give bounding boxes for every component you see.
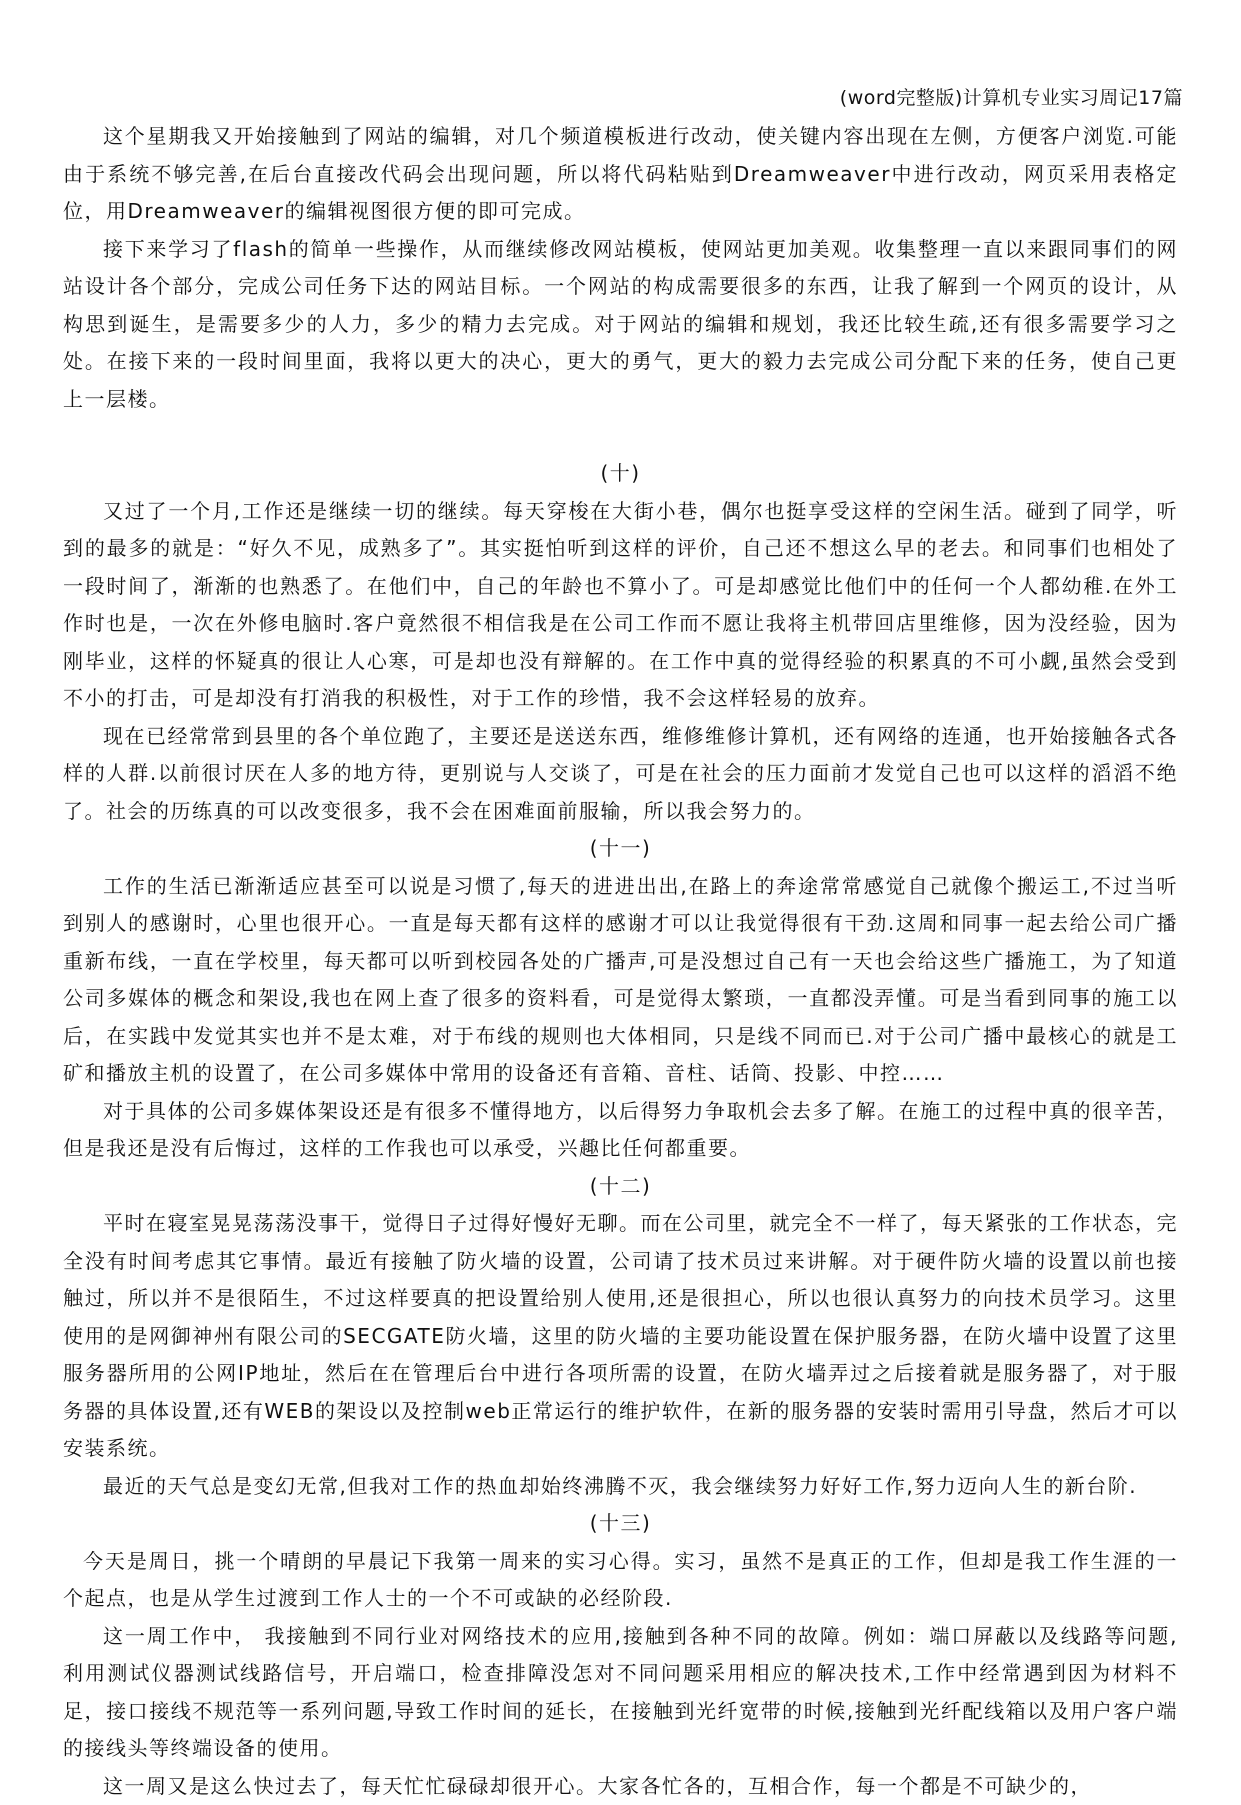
section-heading-10: (十) — [63, 455, 1178, 493]
paragraph: 工作的生活已渐渐适应甚至可以说是习惯了,每天的进进出出,在路上的奔途常常感觉自己就像个搬运工,不过当听到别人的感谢时，心里也很开心。一直是每天都有这样的感谢才可以让我觉得很有干劲.这周和同事一起去给公司广播重新布线，一直在学校里，每天都可以听到校园各处的广播声,可是没想过自己有一天也会给这些广播施工，为了知道公司多媒体的概念和架设,我也在网上查了很多的资料看，可是觉得太繁琐，一直都没弄懂。可是当看到同事的施工以后，在实践中发觉其实也并不是太难，对于布线的规则也大体相同，只是线不同而已.对于公司广播中最核心的就是工矿和播放主机的设置了，在公司多媒体中常用的设备还有音箱、音柱、话筒、投影、中控…… — [63, 868, 1178, 1093]
paragraph: 对于具体的公司多媒体架设还是有很多不懂得地方，以后得努力争取机会去多了解。在施工的过程中真的很辛苦，但是我还是没有后悔过，这样的工作我也可以承受，兴趣比任何都重要。 — [63, 1093, 1178, 1168]
section-gap — [63, 418, 1178, 455]
paragraph: 接下来学习了flash的简单一些操作，从而继续修改网站模板，使网站更加美观。收集整理一直以来跟同事们的网站设计各个部分，完成公司任务下达的网站目标。一个网站的构成需要很多的东西，让我了解到一个网页的设计，从构思到诞生，是需要多少的人力，多少的精力去完成。对于网站的编辑和规划，我还比较生疏,还有很多需要学习之处。在接下来的一段时间里面，我将以更大的决心，更大的勇气，更大的毅力去完成公司分配下来的任务，使自己更上一层楼。 — [63, 231, 1178, 419]
document-body — [63, 118, 1178, 1805]
section-heading-13: (十三) — [63, 1505, 1178, 1543]
section-heading-12: (十二) — [63, 1168, 1178, 1206]
paragraph: 最近的天气总是变幻无常,但我对工作的热血却始终沸腾不灭，我会继续努力好好工作,努力迈向人生的新台阶. — [63, 1468, 1178, 1506]
paragraph: 平时在寝室晃晃荡荡没事干，觉得日子过得好慢好无聊。而在公司里，就完全不一样了，每天紧张的工作状态，完全没有时间考虑其它事情。最近有接触了防火墙的设置，公司请了技术员过来讲解。对于硬件防火墙的设置以前也接触过，所以并不是很陌生，不过这样要真的把设置给别人使用,还是很担心，所以也很认真努力的向技术员学习。这里使用的是网御神州有限公司的SECGATE防火墙，这里的防火墙的主要功能设置在保护服务器，在防火墙中设置了这里服务器所用的公网IP地址，然后在在管理后台中进行各项所需的设置，在防火墙弄过之后接着就是服务器了，对于服务器的具体设置,还有WEB的架设以及控制web正常运行的维护软件，在新的服务器的安装时需用引导盘，然后才可以安装系统。 — [63, 1205, 1178, 1468]
paragraph: 现在已经常常到县里的各个单位跑了，主要还是送送东西，维修维修计算机，还有网络的连通，也开始接触各式各样的人群.以前很讨厌在人多的地方待，更别说与人交谈了，可是在社会的压力面前才发觉自己也可以这样的滔滔不绝了。社会的历练真的可以改变很多，我不会在困难面前服输，所以我会努力的。 — [63, 718, 1178, 831]
paragraph: 这一周又是这么快过去了，每天忙忙碌碌却很开心。大家各忙各的，互相合作，每一个都是不可缺少的， — [63, 1768, 1178, 1805]
section-heading-11: (十一) — [63, 830, 1178, 868]
paragraph: 今天是周日，挑一个晴朗的早晨记下我第一周来的实习心得。实习，虽然不是真正的工作，但却是我工作生涯的一个起点，也是从学生过渡到工作人士的一个不可或缺的必经阶段. — [63, 1543, 1178, 1618]
paragraph: 又过了一个月,工作还是继续一切的继续。每天穿梭在大街小巷，偶尔也挺享受这样的空闲生活。碰到了同学，听到的最多的就是：“好久不见，成熟多了”。其实挺怕听到这样的评价，自己还不想这么早的老去。和同事们也相处了一段时间了，渐渐的也熟悉了。在他们中，自己的年龄也不算小了。可是却感觉比他们中的任何一个人都幼稚.在外工作时也是，一次在外修电脑时.客户竟然很不相信我是在公司工作而不愿让我将主机带回店里维修，因为没经验，因为刚毕业，这样的怀疑真的很让人心寒，可是却也没有辩解的。在工作中真的觉得经验的积累真的不可小觑,虽然会受到不小的打击，可是却没有打消我的积极性，对于工作的珍惜，我不会这样轻易的放弃。 — [63, 493, 1178, 718]
paragraph: 这个星期我又开始接触到了网站的编辑，对几个频道模板进行改动，使关键内容出现在左侧，方便客户浏览.可能由于系统不够完善,在后台直接改代码会出现问题，所以将代码粘贴到Dreamweaver中进行改动，网页采用表格定位，用Dreamweaver的编辑视图很方便的即可完成。 — [63, 118, 1178, 231]
page-header: (word完整版)计算机专业实习周记17篇 — [840, 86, 1183, 110]
paragraph: 这一周工作中， 我接触到不同行业对网络技术的应用,接触到各种不同的故障。例如：端口屏蔽以及线路等问题,利用测试仪器测试线路信号，开启端口，检查排障没怎对不同问题采用相应的解决技术,工作中经常遇到因为材料不足，接口接线不规范等一系列问题,导致工作时间的延长，在接触到光纤宽带的时候,接触到光纤配线箱以及用户客户端的接线头等终端设备的使用。 — [63, 1618, 1178, 1768]
